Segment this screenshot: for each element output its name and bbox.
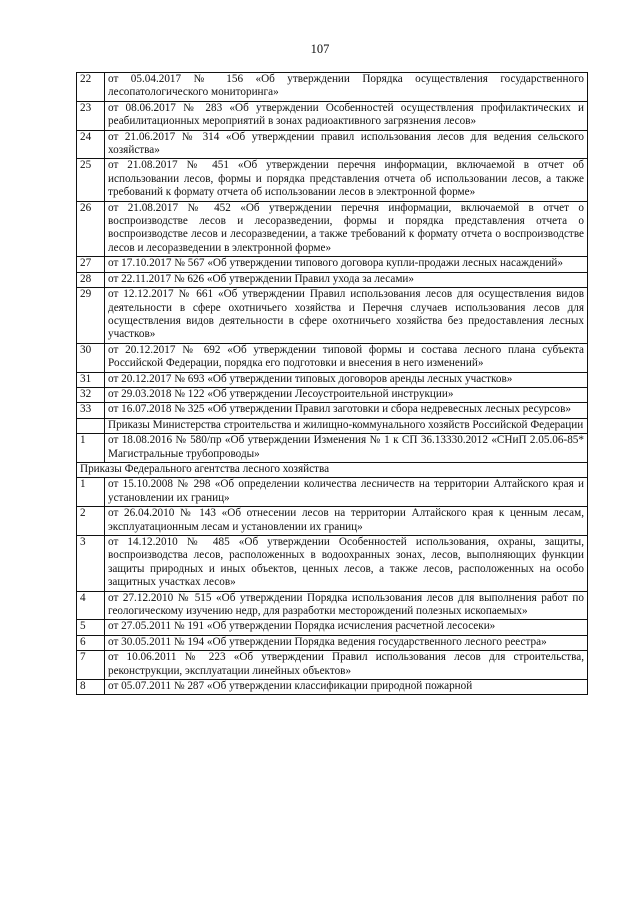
table-row xyxy=(77,101,588,130)
row-number: 33 xyxy=(77,403,105,418)
table-row xyxy=(77,257,588,272)
row-number: 7 xyxy=(77,651,105,680)
table-row xyxy=(77,651,588,680)
row-text: от 18.08.2016 № 580/пр «Об утверждении Изменения № 1 к СП 36.13330.2012 «СНиП 2.05.06-85* Магистральные трубопроводы» xyxy=(105,434,588,463)
row-text: от 21.06.2017 № 314 «Об утверждении правил использования лесов для ведения сельского хозяйства» xyxy=(105,130,588,159)
section-heading: Приказы Министерства строительства и жилищно-коммунального хозяйств Российской Федерации xyxy=(105,418,588,433)
table-row xyxy=(77,372,588,387)
row-number: 23 xyxy=(77,101,105,130)
row-number: 2 xyxy=(77,507,105,536)
table-row xyxy=(77,387,588,402)
row-number: 31 xyxy=(77,372,105,387)
row-number: 22 xyxy=(77,73,105,102)
section-heading: Приказы Федерального агентства лесного хозяйства xyxy=(77,462,588,477)
row-text: от 29.03.2018 № 122 «Об утверждении Лесоустроительной инструкции» xyxy=(105,387,588,402)
row-text: от 17.10.2017 № 567 «Об утверждении типового договора купли-продажи лесных насаждений» xyxy=(105,257,588,272)
row-text: от 12.12.2017 № 661 «Об утверждении Правил использования лесов для осуществления видов деятельности в сфере охотничьего хозяйства и Перечня случаев использования лесов для осуществления видов деятельности в сфере охотничьего хозяйства без предоставления лесных участков» xyxy=(105,288,588,344)
row-number: 27 xyxy=(77,257,105,272)
row-number: 1 xyxy=(77,434,105,463)
table-row xyxy=(77,73,588,102)
row-text: от 05.04.2017 № 156 «Об утверждении Порядка осуществления государственного лесопатологического мониторинга» xyxy=(105,73,588,102)
row-number: 8 xyxy=(77,680,105,695)
regulations-table xyxy=(76,72,588,695)
row-text: от 27.12.2010 № 515 «Об утверждении Порядка использования лесов для выполнения работ по геологическому изучению недр, для разработки месторождений полезных ископаемых» xyxy=(105,591,588,620)
table-row xyxy=(77,507,588,536)
table-row xyxy=(77,591,588,620)
table-row xyxy=(77,130,588,159)
row-number: 4 xyxy=(77,591,105,620)
table-row xyxy=(77,343,588,372)
row-number: 32 xyxy=(77,387,105,402)
table-row xyxy=(77,403,588,418)
table-row xyxy=(77,159,588,201)
row-number: 24 xyxy=(77,130,105,159)
table-row xyxy=(77,536,588,592)
table-row xyxy=(77,201,588,257)
row-number: 28 xyxy=(77,272,105,287)
row-text: от 27.05.2011 № 191 «Об утверждении Порядка исчисления расчетной лесосеки» xyxy=(105,620,588,635)
table-row xyxy=(77,635,588,650)
table-row xyxy=(77,288,588,344)
row-text: от 21.08.2017 № 452 «Об утверждении перечня информации, включаемой в отчет о воспроизводстве лесов и лесоразведении, формы и порядка представления отчета о воспроизводстве лесов и лесоразведении, а также требований к формату отчета о воспроизводстве лесов и лесоразведении в электронной форме» xyxy=(105,201,588,257)
row-text: от 16.07.2018 № 325 «Об утверждении Правил заготовки и сбора недревесных лесных ресурсов» xyxy=(105,403,588,418)
row-text: от 14.12.2010 № 485 «Об утверждении Особенностей использования, охраны, защиты, воспроизводства лесов, расположенных в водоохранных зонах, лесов, выполняющих функции защиты природных и иных объектов, ценных лесов, а также лесов, расположенных на особо защитных участках лесов» xyxy=(105,536,588,592)
table-row xyxy=(77,478,588,507)
row-text: от 10.06.2011 № 223 «Об утверждении Правил использования лесов для строительства, реконструкции, эксплуатации линейных объектов» xyxy=(105,651,588,680)
row-number: 3 xyxy=(77,536,105,592)
row-number: 1 xyxy=(77,478,105,507)
table-row xyxy=(77,418,588,433)
page-number: 107 xyxy=(310,42,330,56)
row-text: от 22.11.2017 № 626 «Об утверждении Правил ухода за лесами» xyxy=(105,272,588,287)
table-row xyxy=(77,620,588,635)
row-number: 25 xyxy=(77,159,105,201)
table-row xyxy=(77,434,588,463)
row-text: от 05.07.2011 № 287 «Об утверждении классификации природной пожарной xyxy=(105,680,588,695)
row-number xyxy=(77,418,105,433)
row-text: от 30.05.2011 № 194 «Об утверждении Порядка ведения государственного лесного реестра» xyxy=(105,635,588,650)
row-text: от 20.12.2017 № 692 «Об утверждении типовой формы и состава лесного плана субъекта Российской Федерации, порядка его подготовки и внесения в него изменений» xyxy=(105,343,588,372)
row-text: от 20.12.2017 № 693 «Об утверждении типовых договоров аренды лесных участков» xyxy=(105,372,588,387)
row-text: от 21.08.2017 № 451 «Об утверждении перечня информации, включаемой в отчет об использовании лесов, формы и порядка представления отчета об использовании лесов, а также требований к формату отчета об использовании лесов в электронной форме» xyxy=(105,159,588,201)
table-row xyxy=(77,272,588,287)
row-text: от 08.06.2017 № 283 «Об утверждении Особенностей осуществления профилактических и реабилитационных мероприятий в зонах радиоактивного загрязнения лесов» xyxy=(105,101,588,130)
row-text: от 26.04.2010 № 143 «Об отнесении лесов на территории Алтайского края к ценным лесам, эксплуатационным лесам и установлении их границ» xyxy=(105,507,588,536)
row-number: 5 xyxy=(77,620,105,635)
row-text: от 15.10.2008 № 298 «Об определении количества лесничеств на территории Алтайского края и установлении их границ» xyxy=(105,478,588,507)
row-number: 26 xyxy=(77,201,105,257)
row-number: 29 xyxy=(77,288,105,344)
row-number: 30 xyxy=(77,343,105,372)
table-row xyxy=(77,680,588,695)
row-number: 6 xyxy=(77,635,105,650)
table-row xyxy=(77,462,588,477)
